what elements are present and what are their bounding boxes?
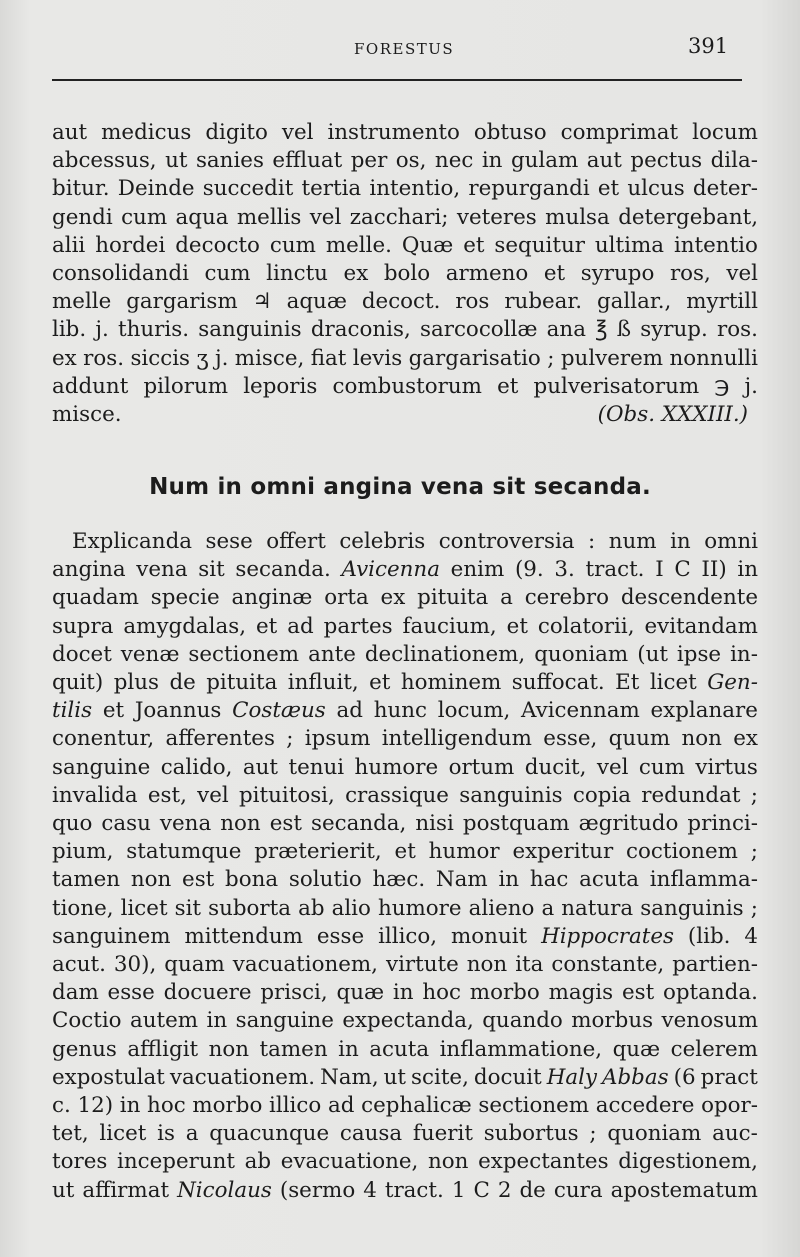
- page-number: 391: [688, 34, 729, 58]
- text-line: sanguinem mittendum esse illico, monuit Hippocrates (lib. 4: [52, 923, 758, 949]
- text-line: quit) plus de pituita influit, et hominem suffocat. Et licet Gen-: [52, 670, 758, 696]
- text-line: acut. 30), quam vacuationem, virtute non ita constante, partien-: [52, 952, 758, 978]
- text-line: tores inceperunt ab evacuatione, non expectantes digestionem,: [52, 1149, 758, 1175]
- text-line: bitur. Deinde succedit tertia intentio, repurgandi et ulcus deter-: [52, 176, 758, 202]
- text-line: quadam specie anginæ orta ex pituita a cerebro descendente: [52, 585, 758, 611]
- text-line: pium, statumque præterierit, et humor experitur coctionem ;: [52, 839, 758, 865]
- text-line: abcessus, ut sanies effluat per os, nec in gulam aut pectus dila-: [52, 148, 758, 174]
- text-line: [52, 401, 758, 429]
- text-line: dam esse docuere prisci, quæ in hoc morbo magis est optanda.: [52, 980, 758, 1006]
- text-line: ut affirmat Nicolaus (sermo 4 tract. 1 C 2 de cura apostematum: [52, 1177, 758, 1203]
- paragraph-2: [52, 528, 758, 1205]
- text-line: lib. j. thuris. sanguinis draconis, sarcocollæ ana ℥ ß syrup. ros.: [52, 317, 758, 343]
- paragraph-1: [52, 119, 758, 429]
- running-title: FORESTUS: [354, 40, 455, 58]
- text-line: gendi cum aqua mellis vel zacchari; veteres mulsa detergebant,: [52, 204, 758, 230]
- observation-reference: (Obs. XXXIII.): [597, 402, 748, 428]
- text-line: Coctio autem in sanguine expectanda, quando morbus venosum: [52, 1008, 758, 1034]
- text-line: addunt pilorum leporis combustorum et pulverisatorum ℈ j.: [52, 373, 758, 399]
- text-line: aut medicus digito vel instrumento obtuso comprimat locum: [52, 120, 758, 145]
- text-line: docet venæ sectionem ante declinationem, quoniam (ut ipse in-: [52, 641, 758, 667]
- text-line: quo casu vena non est secanda, nisi postquam ægritudo princi-: [52, 811, 758, 837]
- text-line: consolidandi cum linctu ex bolo armeno et syrupo ros, vel: [52, 261, 758, 287]
- text-line: tamen non est bona solutio hæc. Nam in hac acuta inflamma-: [52, 867, 758, 893]
- text-line: Explicanda sese offert celebris controversia : num in omni: [72, 529, 758, 554]
- text-line: invalida est, vel pituitosi, crassique sanguinis copia redundat ;: [52, 782, 758, 808]
- text-line: angina vena sit secanda. Avicenna enim (9. 3. tract. I C II) in: [52, 557, 758, 583]
- text-line: tione, licet sit suborta ab alio humore alieno a natura sanguinis ;: [52, 895, 758, 921]
- header-rule: [52, 79, 742, 81]
- text-line: tet, licet is a quacunque causa fuerit subortus ; quoniam auc-: [52, 1121, 758, 1147]
- text-line: conentur, afferentes ; ipsum intelligendum esse, quum non ex: [52, 726, 758, 752]
- text-line: tilis et Joannus Costæus ad hunc locum, Avicennam explanare: [52, 698, 758, 724]
- text-line: c. 12) in hoc morbo illico ad cephalicæ sectionem accedere opor-: [52, 1093, 758, 1119]
- text-line: alii hordei decocto cum melle. Quæ et sequitur ultima intentio: [52, 232, 758, 258]
- text-line: melle gargarism ♃ aquæ decoct. ros rubear. gallar., myrtill: [52, 289, 758, 315]
- text-line: supra amygdalas, et ad partes faucium, et colatorii, evitandam: [52, 613, 758, 639]
- text-line: ex ros. siccis ʒ j. misce, fiat levis gargarisatio ; pulverem nonnulli: [52, 345, 758, 371]
- text-line: sanguine calido, aut tenui humore ortum ducit, vel cum virtus: [52, 754, 758, 780]
- last-line-text: misce.: [52, 402, 122, 428]
- text-line: expostulat vacuationem. Nam, ut scite, docuit Haly Abbas (6 pract: [52, 1064, 758, 1090]
- section-heading: Num in omni angina vena sit secanda.: [149, 474, 651, 500]
- text-line: genus affligit non tamen in acuta inflammatione, quæ celerem: [52, 1036, 758, 1062]
